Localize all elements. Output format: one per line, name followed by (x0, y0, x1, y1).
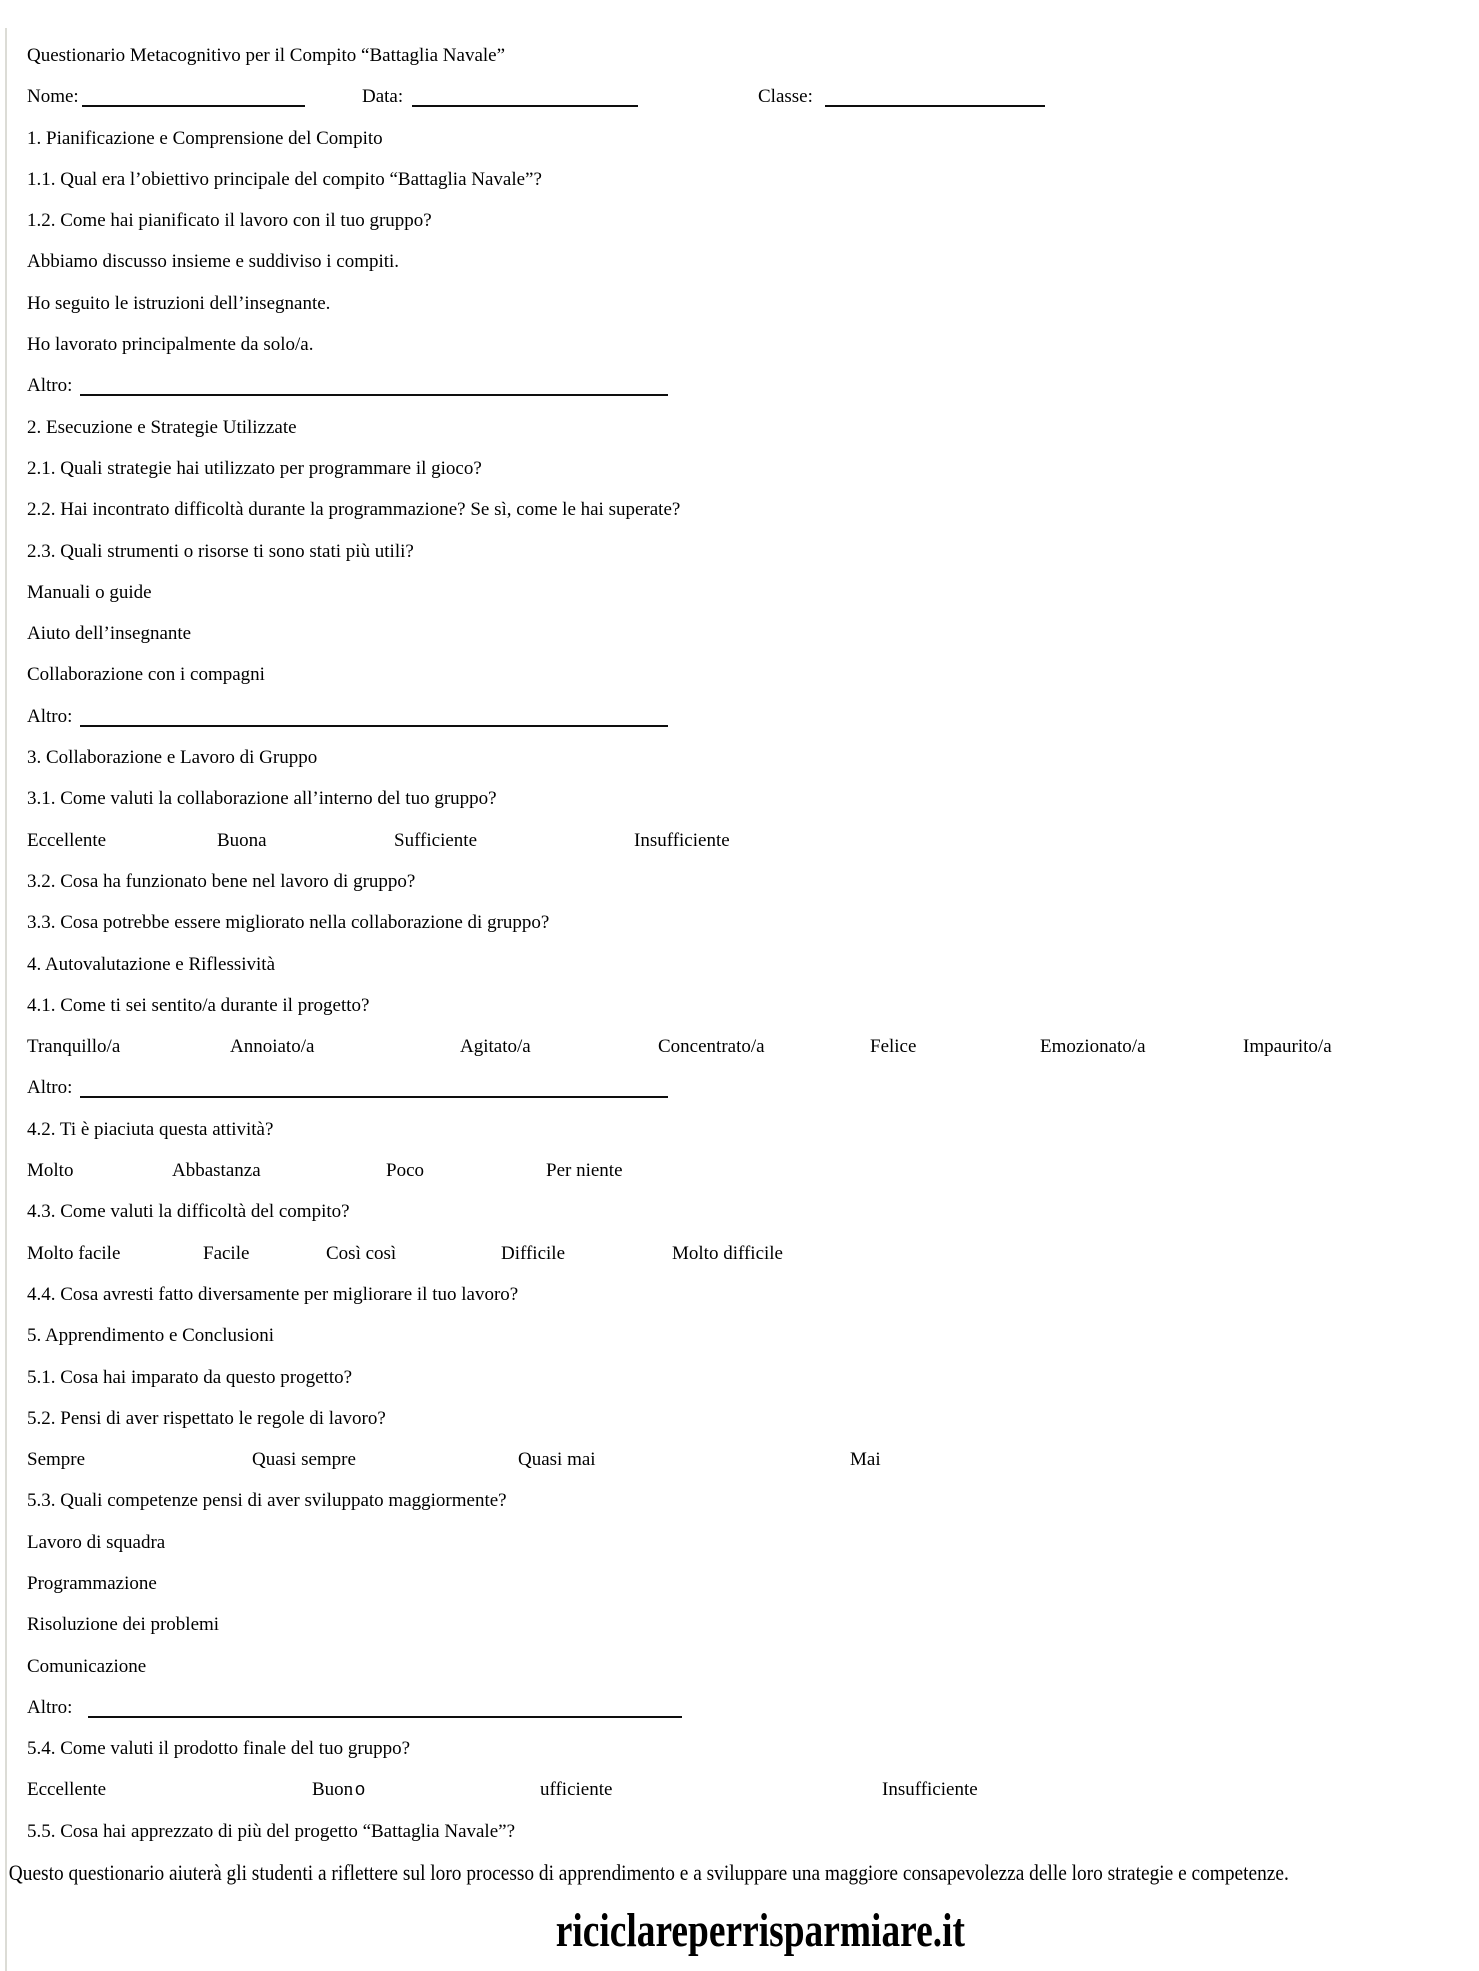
options-row-feelings (0, 1026, 1479, 1067)
choice-problem-solving: Risoluzione dei problemi (27, 1614, 220, 1636)
option-buona: Buona (217, 829, 267, 851)
option-insufficiente: Insufficiente (882, 1779, 978, 1801)
question-3-3: 3.3. Cosa potrebbe essere migliorato nella collaborazione di gruppo? (27, 912, 550, 934)
nome-fill-line (82, 76, 305, 107)
option-ufficiente: ufficiente (540, 1779, 613, 1801)
option-mai: Mai (850, 1449, 881, 1471)
footer-note: Questo questionario aiuterà gli studenti a riflettere sul loro processo di apprendimento e a sviluppare una maggiore consapevolezza delle loro strategie e competenze. (8, 1860, 1289, 1886)
altro-fill-line (88, 1687, 682, 1718)
choice-teamwork: Lavoro di squadra (27, 1531, 166, 1553)
option-molto-difficile: Molto difficile (672, 1242, 783, 1264)
classe-fill-line (825, 76, 1045, 107)
site-watermark (0, 1903, 1479, 1959)
option-quasi-mai: Quasi mai (518, 1449, 596, 1471)
question-4-3: 4.3. Come valuti la difficoltà del compito? (27, 1201, 350, 1223)
altro-label: Altro: (27, 1696, 73, 1718)
choice-worked-alone: Ho lavorato principalmente da solo/a. (27, 334, 314, 356)
option-impaurito: Impaurito/a (1243, 1036, 1332, 1058)
options-row-liked (0, 1150, 1479, 1191)
choice-followed-instructions: Ho seguito le istruzioni dell’insegnante. (27, 292, 331, 314)
classe-label: Classe: (758, 86, 813, 108)
option-quasi-sempre: Quasi sempre (252, 1449, 356, 1471)
section-4-heading: 4. Autovalutazione e Riflessività (27, 953, 276, 975)
option-agitato: Agitato/a (460, 1036, 531, 1058)
option-concentrato: Concentrato/a (658, 1036, 765, 1058)
section-3-heading: 3. Collaborazione e Lavoro di Gruppo (27, 747, 318, 769)
question-2-3: 2.3. Quali strumenti o risorse ti sono stati più utili? (27, 540, 414, 562)
altro-row-1 (0, 365, 1479, 406)
option-abbastanza: Abbastanza (172, 1160, 261, 1182)
altro-label: Altro: (27, 705, 73, 727)
question-5-3: 5.3. Quali competenze pensi di aver sviluppato maggiormente? (27, 1490, 507, 1512)
options-row-collaboration (0, 820, 1479, 861)
altro-label: Altro: (27, 1077, 73, 1099)
option-cosi-cosi: Così così (326, 1242, 397, 1264)
question-5-1: 5.1. Cosa hai imparato da questo progetto? (27, 1366, 353, 1388)
section-1-heading: 1. Pianificazione e Comprensione del Compito (27, 127, 383, 149)
altro-fill-line (80, 365, 668, 396)
option-eccellente: Eccellente (27, 829, 107, 851)
altro-fill-line (80, 1067, 668, 1098)
option-buono: Buon (312, 1779, 354, 1801)
question-1-1: 1.1. Qual era l’obiettivo principale del compito “Battaglia Navale”? (27, 168, 542, 190)
choice-manuals: Manuali o guide (27, 581, 152, 603)
question-2-1: 2.1. Quali strategie hai utilizzato per programmare il gioco? (27, 457, 482, 479)
option-insufficiente: Insufficiente (634, 829, 730, 851)
choice-discussed-together: Abbiamo discusso insieme e suddiviso i compiti. (27, 251, 400, 273)
option-sempre: Sempre (27, 1449, 86, 1471)
altro-label: Altro: (27, 375, 73, 397)
altro-row-4 (0, 1687, 1479, 1728)
option-poco: Poco (386, 1160, 424, 1182)
option-molto: Molto (27, 1160, 74, 1182)
nome-label: Nome: (27, 86, 79, 108)
option-tranquillo: Tranquillo/a (27, 1036, 121, 1058)
option-sufficiente: Sufficiente (394, 829, 478, 851)
question-1-2: 1.2. Come hai pianificato il lavoro con il tuo gruppo? (27, 210, 432, 232)
options-row-difficulty (0, 1233, 1479, 1274)
altro-row-3 (0, 1067, 1479, 1108)
altro-row-2 (0, 696, 1479, 737)
choice-peer-collaboration: Collaborazione con i compagni (27, 664, 265, 686)
question-4-2: 4.2. Ti è piaciuta questa attività? (27, 1118, 274, 1140)
option-per-niente: Per niente (546, 1160, 623, 1182)
choice-teacher-help: Aiuto dell’insegnante (27, 623, 192, 645)
question-5-4: 5.4. Come valuti il prodotto finale del tuo gruppo? (27, 1738, 411, 1760)
option-difficile: Difficile (501, 1242, 566, 1264)
data-fill-line (412, 76, 638, 107)
question-5-2: 5.2. Pensi di aver rispettato le regole di lavoro? (27, 1407, 386, 1429)
options-row-final-product (0, 1769, 1479, 1810)
altro-fill-line (80, 696, 668, 727)
page-title: Questionario Metacognitivo per il Compito “Battaglia Navale” (27, 45, 506, 66)
question-3-2: 3.2. Cosa ha funzionato bene nel lavoro di gruppo? (27, 870, 416, 892)
option-felice: Felice (870, 1036, 917, 1058)
option-facile: Facile (203, 1242, 250, 1264)
section-2-heading: 2. Esecuzione e Strategie Utilizzate (27, 416, 297, 438)
options-row-rules (0, 1439, 1479, 1480)
question-2-2: 2.2. Hai incontrato difficoltà durante la programmazione? Se sì, come le hai superate? (27, 499, 681, 521)
choice-communication: Comunicazione (27, 1655, 147, 1677)
data-label: Data: (362, 86, 404, 108)
question-4-4: 4.4. Cosa avresti fatto diversamente per migliorare il tuo lavoro? (27, 1283, 519, 1305)
question-5-5: 5.5. Cosa hai apprezzato di più del progetto “Battaglia Navale”? (27, 1820, 516, 1842)
option-molto-facile: Molto facile (27, 1242, 121, 1264)
question-4-1: 4.1. Come ti sei sentito/a durante il progetto? (27, 994, 370, 1016)
questionnaire-document (0, 35, 1479, 1893)
question-3-1: 3.1. Come valuti la collaborazione all’interno del tuo gruppo? (27, 788, 497, 810)
site-watermark-text: riciclareperrisparmiare.it (555, 1904, 966, 1957)
option-annoiato: Annoiato/a (230, 1036, 315, 1058)
option-emozionato: Emozionato/a (1040, 1036, 1146, 1058)
section-5-heading: 5. Apprendimento e Conclusioni (27, 1325, 274, 1347)
option-buono-suffix: o (355, 1779, 366, 1800)
option-eccellente: Eccellente (27, 1779, 107, 1801)
header-fields-row (0, 76, 1479, 117)
choice-programming: Programmazione (27, 1572, 157, 1594)
